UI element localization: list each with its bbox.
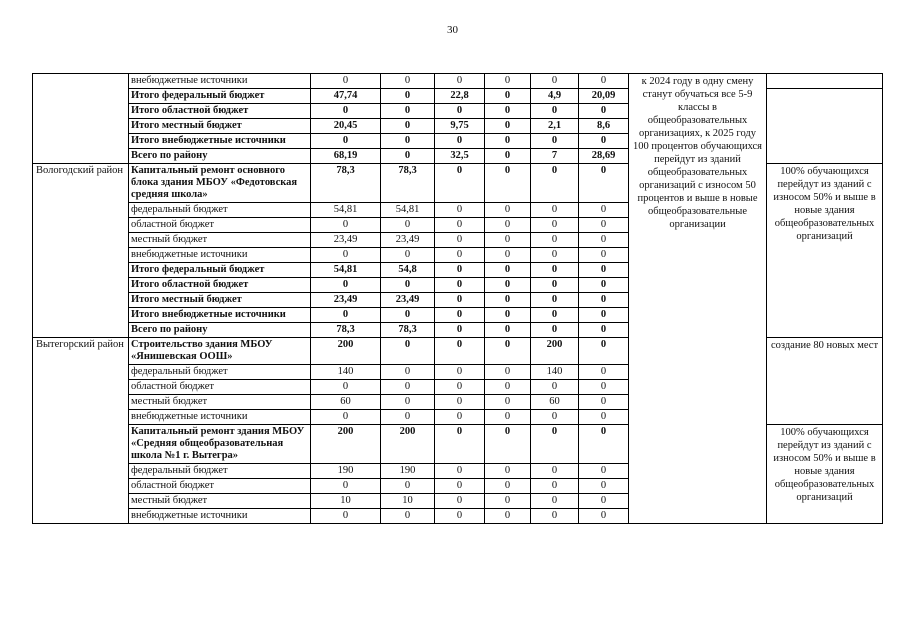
note-shared: к 2024 году в одну смену станут обучаться все 5-9 классы в общеобразовательных организациях, к 2025 году 100 процентов обучающихся перейдут из зданий общеобразовательных организаций с износом 50 процентов и выше в новые общеобразовательные организации	[629, 74, 767, 524]
value-cell: 0	[381, 410, 435, 425]
value-cell: 0	[311, 308, 381, 323]
value-cell: 9,75	[435, 119, 485, 134]
note-vytegorsky-transfer: 100% обучающихся перейдут из зданий с износом 50% и выше в новые здания общеобразовательных организаций	[767, 425, 883, 524]
value-cell: 54,81	[311, 203, 381, 218]
value-cell: 0	[485, 308, 531, 323]
value-cell: 7	[531, 149, 579, 164]
value-cell: 0	[485, 338, 531, 365]
value-cell: 10	[311, 494, 381, 509]
value-cell: 190	[311, 464, 381, 479]
value-cell: 0	[485, 380, 531, 395]
value-cell: 0	[435, 410, 485, 425]
value-cell: 78,3	[381, 164, 435, 203]
row-label: Всего по району	[129, 323, 311, 338]
value-cell: 0	[381, 395, 435, 410]
value-cell: 0	[531, 509, 579, 524]
value-cell: 0	[435, 338, 485, 365]
value-cell: 140	[311, 365, 381, 380]
row-label: Итого местный бюджет	[129, 293, 311, 308]
value-cell: 0	[531, 425, 579, 464]
value-cell: 0	[311, 410, 381, 425]
value-cell: 200	[381, 425, 435, 464]
value-cell: 20,45	[311, 119, 381, 134]
value-cell: 0	[381, 74, 435, 89]
value-cell: 0	[579, 308, 629, 323]
value-cell: 47,74	[311, 89, 381, 104]
value-cell: 0	[579, 164, 629, 203]
value-cell: 68,19	[311, 149, 381, 164]
value-cell: 0	[531, 218, 579, 233]
value-cell: 54,8	[381, 263, 435, 278]
value-cell: 23,49	[381, 233, 435, 248]
value-cell: 54,81	[311, 263, 381, 278]
value-cell: 0	[531, 410, 579, 425]
value-cell: 0	[579, 365, 629, 380]
value-cell: 0	[485, 119, 531, 134]
value-cell: 0	[485, 134, 531, 149]
value-cell: 0	[579, 338, 629, 365]
value-cell: 0	[435, 464, 485, 479]
value-cell: 0	[381, 509, 435, 524]
row-label: внебюджетные источники	[129, 74, 311, 89]
value-cell: 0	[485, 74, 531, 89]
value-cell: 0	[435, 323, 485, 338]
value-cell: 0	[311, 278, 381, 293]
value-cell: 0	[311, 380, 381, 395]
row-label: федеральный бюджет	[129, 464, 311, 479]
row-label: Итого областной бюджет	[129, 278, 311, 293]
value-cell: 2,1	[531, 119, 579, 134]
value-cell: 60	[311, 395, 381, 410]
value-cell: 0	[579, 218, 629, 233]
value-cell: 0	[485, 233, 531, 248]
value-cell: 0	[579, 134, 629, 149]
value-cell: 0	[485, 104, 531, 119]
value-cell: 54,81	[381, 203, 435, 218]
value-cell: 0	[435, 263, 485, 278]
value-cell: 0	[381, 479, 435, 494]
row-label: Итого федеральный бюджет	[129, 89, 311, 104]
value-cell: 0	[435, 380, 485, 395]
value-cell: 0	[311, 104, 381, 119]
note-vytegorsky-new-places: создание 80 новых мест	[767, 338, 883, 425]
row-label: внебюджетные источники	[129, 248, 311, 263]
value-cell: 0	[485, 323, 531, 338]
row-label: внебюджетные источники	[129, 509, 311, 524]
value-cell: 32,5	[435, 149, 485, 164]
value-cell: 0	[311, 218, 381, 233]
value-cell: 0	[579, 425, 629, 464]
value-cell: 0	[579, 395, 629, 410]
value-cell: 0	[579, 380, 629, 395]
row-label: внебюджетные источники	[129, 410, 311, 425]
value-cell: 0	[311, 134, 381, 149]
value-cell: 0	[531, 479, 579, 494]
value-cell: 0	[435, 203, 485, 218]
value-cell: 0	[579, 323, 629, 338]
value-cell: 0	[485, 203, 531, 218]
value-cell: 0	[435, 74, 485, 89]
value-cell: 0	[531, 380, 579, 395]
value-cell: 0	[531, 134, 579, 149]
value-cell: 0	[531, 293, 579, 308]
page-number: 30	[447, 24, 458, 36]
value-cell: 0	[485, 395, 531, 410]
value-cell: 0	[531, 494, 579, 509]
value-cell: 0	[381, 278, 435, 293]
region-cell: Вологодский район	[33, 164, 129, 338]
table-row	[33, 74, 883, 89]
value-cell: 4,9	[531, 89, 579, 104]
value-cell: 0	[485, 263, 531, 278]
row-label: Итого внебюджетные источники	[129, 308, 311, 323]
row-label: федеральный бюджет	[129, 203, 311, 218]
row-label: Строительство здания МБОУ «Янишевская ООШ»	[129, 338, 311, 365]
row-label: местный бюджет	[129, 395, 311, 410]
value-cell: 140	[531, 365, 579, 380]
row-label: областной бюджет	[129, 380, 311, 395]
value-cell: 0	[435, 248, 485, 263]
value-cell: 78,3	[381, 323, 435, 338]
value-cell: 0	[485, 89, 531, 104]
value-cell: 0	[485, 278, 531, 293]
value-cell: 0	[531, 248, 579, 263]
value-cell: 23,49	[311, 233, 381, 248]
value-cell: 0	[435, 134, 485, 149]
value-cell: 0	[579, 278, 629, 293]
value-cell: 0	[435, 278, 485, 293]
value-cell: 0	[381, 89, 435, 104]
value-cell: 0	[381, 119, 435, 134]
row-label: областной бюджет	[129, 479, 311, 494]
value-cell: 0	[435, 293, 485, 308]
region-empty-cell	[33, 74, 129, 164]
value-cell: 0	[579, 104, 629, 119]
row-label: областной бюджет	[129, 218, 311, 233]
value-cell: 23,49	[381, 293, 435, 308]
value-cell: 0	[485, 218, 531, 233]
value-cell: 22,8	[435, 89, 485, 104]
value-cell: 0	[579, 74, 629, 89]
value-cell: 0	[435, 233, 485, 248]
value-cell: 0	[381, 218, 435, 233]
row-label: Итого внебюджетные источники	[129, 134, 311, 149]
row-label: федеральный бюджет	[129, 365, 311, 380]
value-cell: 0	[579, 464, 629, 479]
value-cell: 0	[381, 338, 435, 365]
value-cell: 0	[579, 410, 629, 425]
value-cell: 0	[579, 233, 629, 248]
value-cell: 0	[381, 248, 435, 263]
value-cell: 0	[485, 365, 531, 380]
note-empty	[767, 89, 883, 164]
value-cell: 0	[435, 494, 485, 509]
row-label: местный бюджет	[129, 494, 311, 509]
value-cell: 0	[531, 164, 579, 203]
value-cell: 0	[381, 149, 435, 164]
value-cell: 0	[531, 203, 579, 218]
value-cell: 0	[381, 380, 435, 395]
value-cell: 78,3	[311, 164, 381, 203]
value-cell: 0	[579, 494, 629, 509]
value-cell: 0	[485, 293, 531, 308]
value-cell: 0	[381, 308, 435, 323]
value-cell: 78,3	[311, 323, 381, 338]
note-vologodsky: 100% обучающихся перейдут из зданий с износом 50% и выше в новые здания общеобразовательных организаций	[767, 164, 883, 338]
value-cell: 10	[381, 494, 435, 509]
budget-table	[32, 73, 883, 524]
row-label: Всего по району	[129, 149, 311, 164]
value-cell: 0	[435, 308, 485, 323]
region-cell: Вытегорский район	[33, 338, 129, 524]
value-cell: 0	[531, 233, 579, 248]
value-cell: 0	[531, 74, 579, 89]
row-label: местный бюджет	[129, 233, 311, 248]
value-cell: 60	[531, 395, 579, 410]
value-cell: 0	[435, 104, 485, 119]
value-cell: 0	[485, 149, 531, 164]
value-cell: 0	[435, 395, 485, 410]
value-cell: 0	[531, 308, 579, 323]
value-cell: 0	[381, 134, 435, 149]
row-label: Итого федеральный бюджет	[129, 263, 311, 278]
value-cell: 200	[311, 338, 381, 365]
value-cell: 0	[381, 365, 435, 380]
value-cell: 0	[485, 509, 531, 524]
value-cell: 190	[381, 464, 435, 479]
value-cell: 0	[579, 203, 629, 218]
value-cell: 20,09	[579, 89, 629, 104]
value-cell: 23,49	[311, 293, 381, 308]
value-cell: 0	[311, 248, 381, 263]
value-cell: 0	[435, 365, 485, 380]
value-cell: 0	[531, 278, 579, 293]
value-cell: 200	[531, 338, 579, 365]
value-cell: 0	[485, 494, 531, 509]
value-cell: 0	[531, 104, 579, 119]
row-label: Итого областной бюджет	[129, 104, 311, 119]
value-cell: 0	[485, 164, 531, 203]
value-cell: 0	[435, 509, 485, 524]
row-label: Капитальный ремонт здания МБОУ «Средняя общеобразовательная школа №1 г. Вытегра»	[129, 425, 311, 464]
value-cell: 0	[579, 479, 629, 494]
value-cell: 0	[579, 263, 629, 278]
value-cell: 0	[485, 479, 531, 494]
value-cell: 0	[381, 104, 435, 119]
value-cell: 0	[485, 410, 531, 425]
value-cell: 0	[435, 218, 485, 233]
row-label: Капитальный ремонт основного блока здания МБОУ «Федотовская средняя школа»	[129, 164, 311, 203]
value-cell: 200	[311, 425, 381, 464]
value-cell: 0	[485, 248, 531, 263]
value-cell: 0	[485, 464, 531, 479]
note-empty	[767, 74, 883, 89]
value-cell: 0	[311, 479, 381, 494]
value-cell: 0	[579, 248, 629, 263]
value-cell: 0	[531, 323, 579, 338]
value-cell: 0	[531, 464, 579, 479]
value-cell: 0	[579, 509, 629, 524]
row-label: Итого местный бюджет	[129, 119, 311, 134]
value-cell: 28,69	[579, 149, 629, 164]
value-cell: 0	[531, 263, 579, 278]
value-cell: 8,6	[579, 119, 629, 134]
value-cell: 0	[579, 293, 629, 308]
value-cell: 0	[435, 164, 485, 203]
value-cell: 0	[435, 425, 485, 464]
value-cell: 0	[311, 509, 381, 524]
value-cell: 0	[311, 74, 381, 89]
value-cell: 0	[485, 425, 531, 464]
value-cell: 0	[435, 479, 485, 494]
